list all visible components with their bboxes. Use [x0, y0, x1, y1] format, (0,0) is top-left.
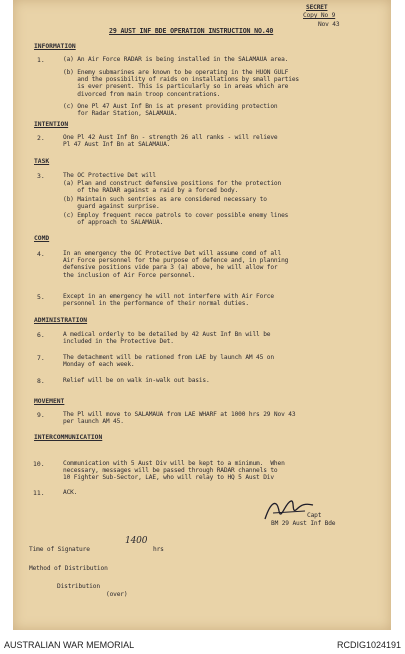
text-line: In an emergency the OC Protective Det will assume comd of all — [63, 250, 282, 257]
method-of-distribution-label: Method of Distribution — [29, 565, 108, 572]
para-11: ACK. — [63, 489, 78, 496]
para-number: 3. — [37, 172, 45, 180]
copy-number: Copy No 9 — [303, 12, 336, 19]
para-number: 11. — [33, 489, 45, 497]
text-line: for Radar Station, SALAMAUA. — [63, 110, 178, 118]
para-6 — [63, 331, 270, 345]
secret-marking: SECRET — [306, 4, 328, 11]
text-line: of the RADAR against a raid by a forced body. — [63, 187, 239, 195]
text-line: included in the Protective Det. — [63, 338, 174, 346]
section-heading-task: TASK — [34, 158, 50, 165]
section-heading-comd: COMD — [34, 235, 50, 242]
para-8 — [63, 377, 210, 384]
archive-name: AUSTRALIAN WAR MEMORIAL — [4, 640, 135, 650]
para-2 — [63, 134, 278, 148]
section-heading-administration: ADMINISTRATION — [34, 317, 88, 324]
text-line: personnel in the performance of their normal duties. — [63, 300, 249, 308]
document-sheet — [13, 0, 391, 630]
para-number: 4. — [37, 250, 45, 258]
text-line: defensive positions vide para 3 (a) above, he will allow for — [63, 264, 278, 272]
text-line: divorced from main troop concentrations. — [63, 90, 221, 98]
text-line: and the possibility of raids on installations by small parties — [63, 76, 299, 84]
para-number: 5. — [37, 293, 45, 301]
text-line: per launch AM 45. — [63, 418, 124, 426]
time-unit: hrs — [153, 546, 164, 553]
para-5 — [63, 293, 274, 307]
text-line: Monday of each week. — [63, 361, 135, 369]
para-1a — [63, 56, 288, 63]
text-line: Air Force personnel for the purpose of defence and, in planning — [63, 257, 289, 265]
section-heading-movement: MOVEMENT — [34, 398, 65, 405]
text-line: (a) An Air Force RADAR is being installed in the SALAMAUA area. — [63, 56, 289, 63]
text-line: Communication with 5 Aust Div will be kept to a minimum. When — [63, 460, 285, 467]
section-heading-information: INFORMATION — [34, 43, 76, 50]
distribution-label: Distribution — [57, 583, 100, 590]
para-3c — [63, 212, 288, 226]
text-line: The Pl will move to SALAMAUA from LAE WHARF at 1000 hrs 29 Nov 43 — [63, 411, 296, 418]
para-number: 9. — [37, 411, 45, 419]
para-10 — [63, 460, 285, 482]
text-line: necessary, messages will be passed through RADAR channels to — [63, 467, 278, 475]
para-number: 10. — [33, 460, 45, 468]
para-1c — [63, 103, 278, 117]
text-line: (a) Plan and construct defensive positions for the protection — [63, 180, 282, 187]
para-number: 2. — [37, 134, 45, 142]
para-7 — [63, 354, 274, 368]
text-line: guard against surprise. — [63, 203, 160, 211]
over-note: (over) — [106, 591, 128, 598]
record-id: RCDIG1024191 — [336, 640, 401, 650]
text-line: of approach to SALAMAUA. — [63, 219, 164, 227]
document-title: 29 AUST INF BDE OPERATION INSTRUCTION NO.40 — [109, 27, 274, 35]
archive-footer — [0, 638, 405, 654]
text-line: is ever present. This is particularly so in areas which are — [63, 83, 289, 91]
document-date: Nov 43 — [318, 21, 340, 28]
text-line: 10 Fighter Sub-Sector, LAE, who will relay to HQ 5 Aust Div — [63, 474, 274, 482]
para-number: 1. — [37, 56, 45, 64]
signature-rank: Capt — [307, 512, 322, 519]
section-heading-intention: INTENTION — [34, 121, 69, 128]
para-3-intro: The OC Protective Det will — [63, 172, 156, 179]
text-line: (b) Enemy submarines are known to be operating in the HUON GULF — [63, 69, 289, 76]
para-3b — [63, 196, 267, 210]
time-of-signature-label: Time of Signature — [29, 546, 90, 553]
para-number: 7. — [37, 354, 45, 362]
text-line: the inclusion of Air Force personnel. — [63, 271, 196, 279]
signature-unit: BM 29 Aust Inf Bde — [271, 520, 336, 527]
text-line: (c) One Pl 47 Aust Inf Bn is at present providing protection — [63, 103, 278, 110]
text-line: Except in an emergency he will not interfere with Air Force — [63, 293, 274, 300]
para-1b — [63, 69, 299, 98]
text-line: Pl 47 Aust Inf Bn at SALAMAUA. — [63, 141, 171, 149]
section-heading-intercommunication: INTERCOMMUNICATION — [34, 434, 103, 441]
text-line: (b) Maintain such sentries as are considered necessary to — [63, 196, 267, 203]
time-of-signature-value: 1400 — [125, 536, 148, 546]
text-line: One Pl 42 Aust Inf Bn - strength 26 all ranks - will relieve — [63, 134, 278, 141]
para-number: 8. — [37, 377, 45, 385]
text-line: The detachment will be rationed from LAE by launch AM 45 on — [63, 354, 274, 361]
text-line: Relief will be on walk in-walk out basis. — [63, 377, 210, 384]
text-line: A medical orderly to be detailed by 42 Aust Inf Bn will be — [63, 331, 271, 338]
para-number: 6. — [37, 331, 45, 339]
text-line: (c) Employ frequent recce patrols to cover possible enemy lines — [63, 212, 289, 219]
para-9 — [63, 411, 295, 425]
para-4 — [63, 250, 288, 279]
para-3a — [63, 180, 281, 194]
